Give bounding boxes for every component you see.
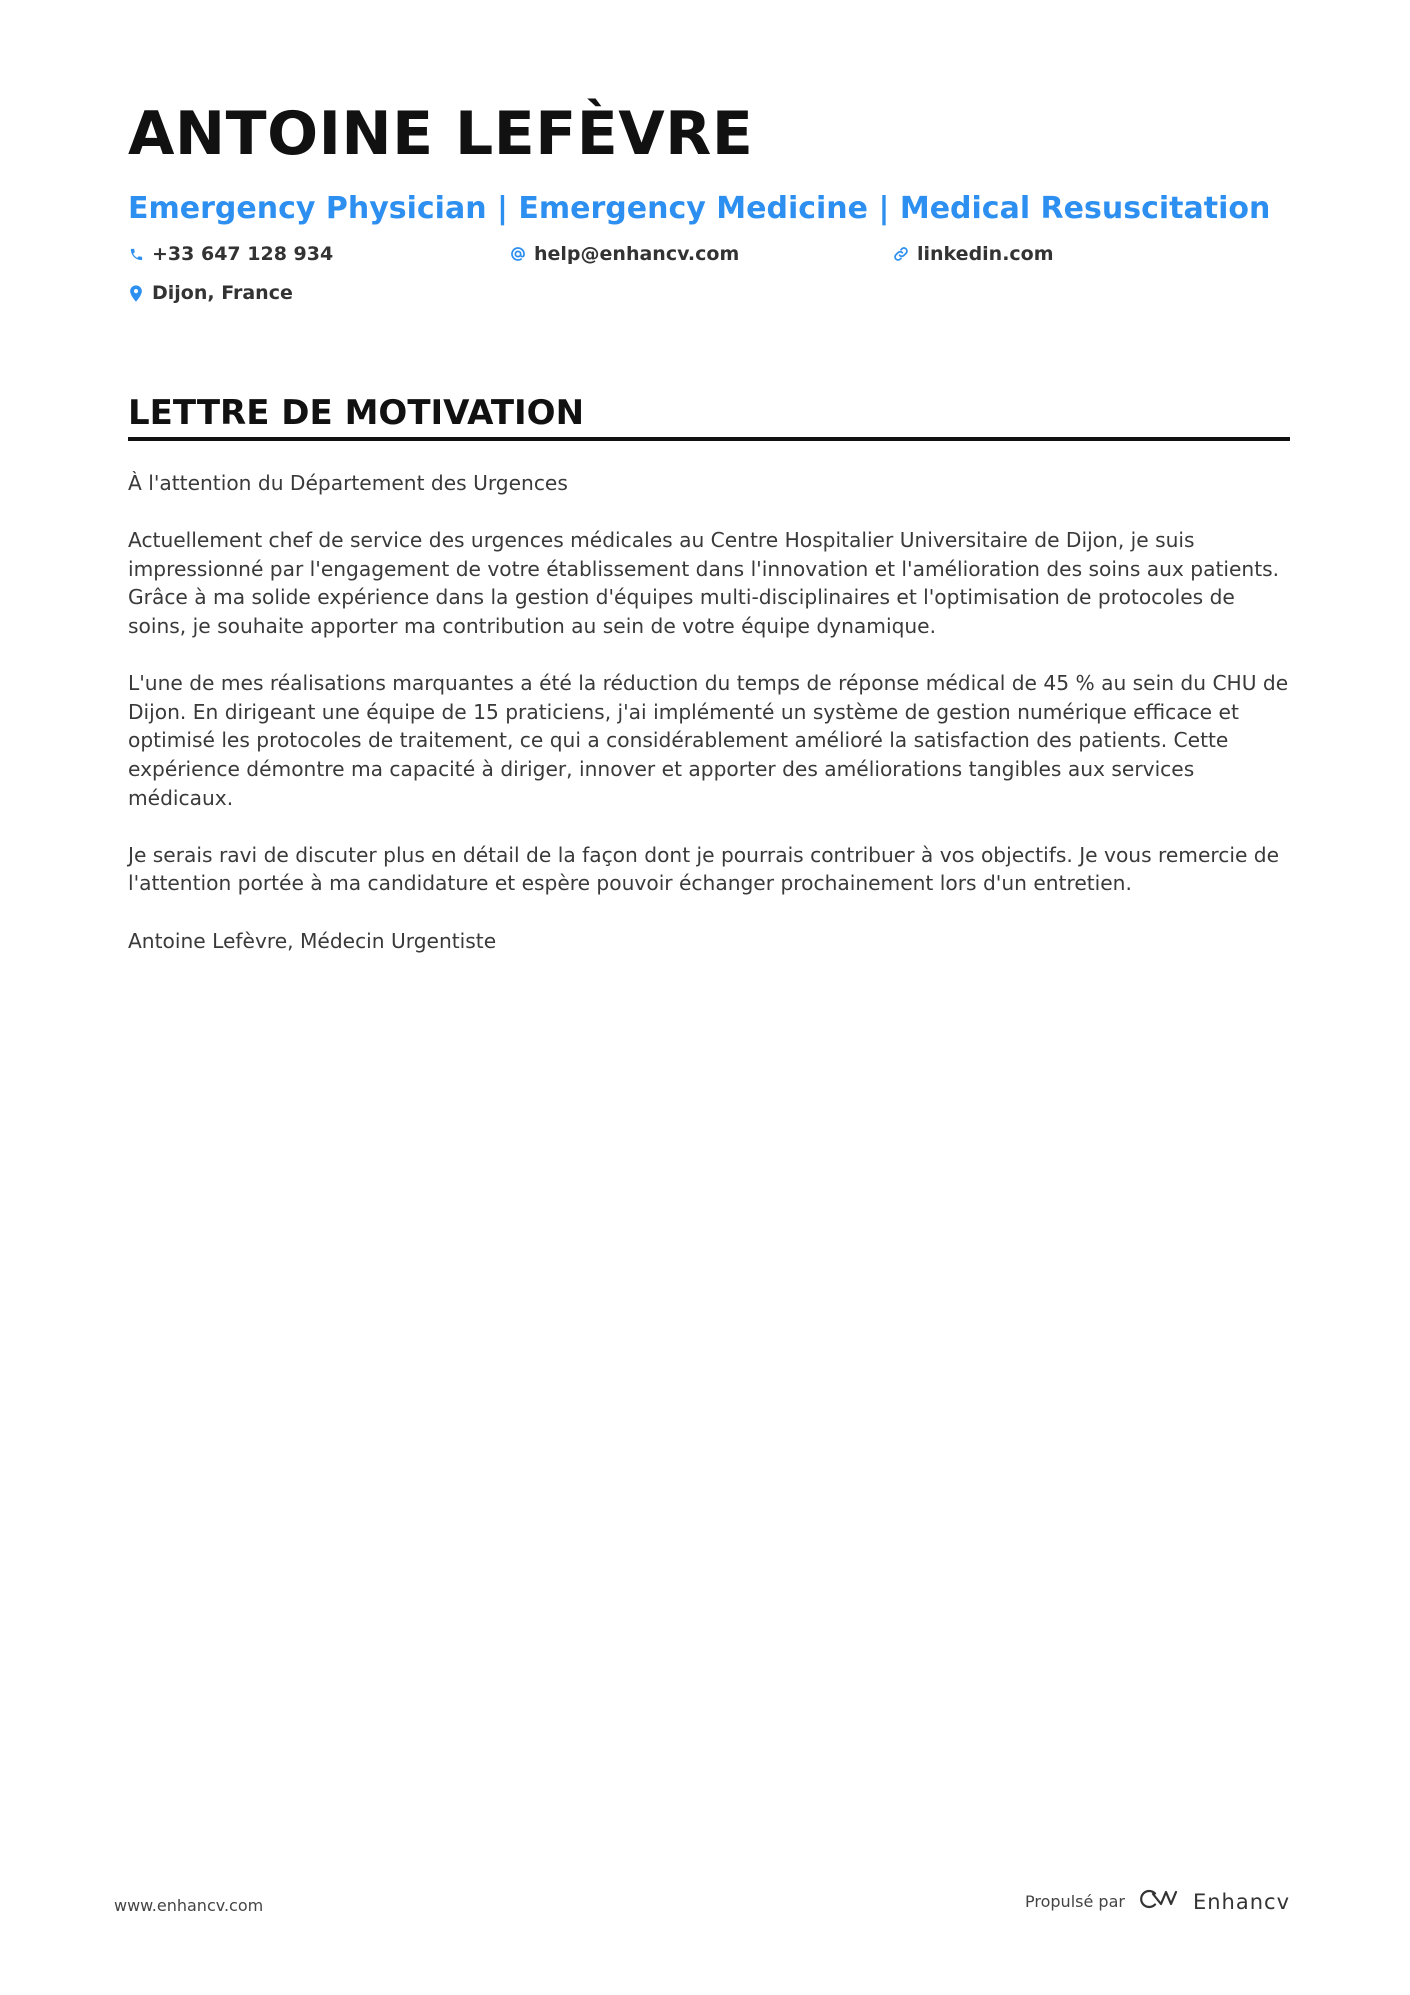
letter-paragraph: L'une de mes réalisations marquantes a été la réduction du temps de réponse médical de 45 % au sein du CHU de Dijon. En dirigeant une équipe de 15 praticiens, j'ai implémenté un système de gestion numérique efficace et optimisé les protocoles de traitement, ce qui a considérablement amélioré la satisfaction des patients. Cette expérience démontre ma capacité à diriger, innover et apporter des améliorations tangibles aux services médicaux.: [128, 671, 1289, 810]
letter-body: [128, 469, 1290, 984]
candidate-name: ANTOINE LEFÈVRE: [128, 99, 754, 169]
footer-website[interactable]: www.enhancv.com: [114, 1896, 264, 1915]
section-title: LETTRE DE MOTIVATION: [128, 393, 585, 433]
section-divider: [128, 437, 1290, 441]
contact-location: [128, 282, 293, 304]
letter-signature: Antoine Lefèvre, Médecin Urgentiste: [128, 928, 497, 953]
contact-link[interactable]: [893, 243, 1054, 265]
powered-by-label: Propulsé par: [1025, 1892, 1125, 1911]
phone-text: +33 647 128 934: [152, 243, 334, 265]
at-icon: [510, 246, 526, 262]
brand-logo: [1139, 1887, 1290, 1916]
location-text: Dijon, France: [152, 282, 293, 304]
letter-paragraph: Actuellement chef de service des urgences médicales au Centre Hospitalier Universitaire de Dijon, je suis impressionné par l'engagement de votre établissement dans l'innovation et l'amélioration des soins aux patients. Grâce à ma solide expérience dans la gestion d'équipes multi-disciplinaires et l'optimisation de protocoles de soins, je souhaite apporter ma contribution au sein de votre équipe dynamique.: [128, 528, 1280, 638]
email-text: help@enhancv.com: [534, 243, 740, 265]
link-icon: [893, 246, 909, 262]
letter-salutation: À l'attention du Département des Urgences: [128, 471, 568, 495]
phone-icon: [128, 246, 144, 262]
footer-branding[interactable]: [1025, 1887, 1290, 1916]
location-pin-icon: [128, 285, 144, 301]
brand-name: Enhancv: [1192, 1889, 1290, 1914]
link-text: linkedin.com: [917, 243, 1054, 265]
candidate-headline: Emergency Physician | Emergency Medicine | Medical Resuscitation: [128, 191, 1271, 226]
contact-phone[interactable]: [128, 243, 333, 265]
enhancv-logo-icon: [1139, 1887, 1185, 1916]
letter-paragraph: Je serais ravi de discuter plus en détail de la façon dont je pourrais contribuer à vos objectifs. Je vous remercie de l'attention portée à ma candidature et espère pouvoir échanger prochainement lors d'un entretien.: [128, 842, 1280, 896]
contact-email[interactable]: [510, 243, 739, 265]
